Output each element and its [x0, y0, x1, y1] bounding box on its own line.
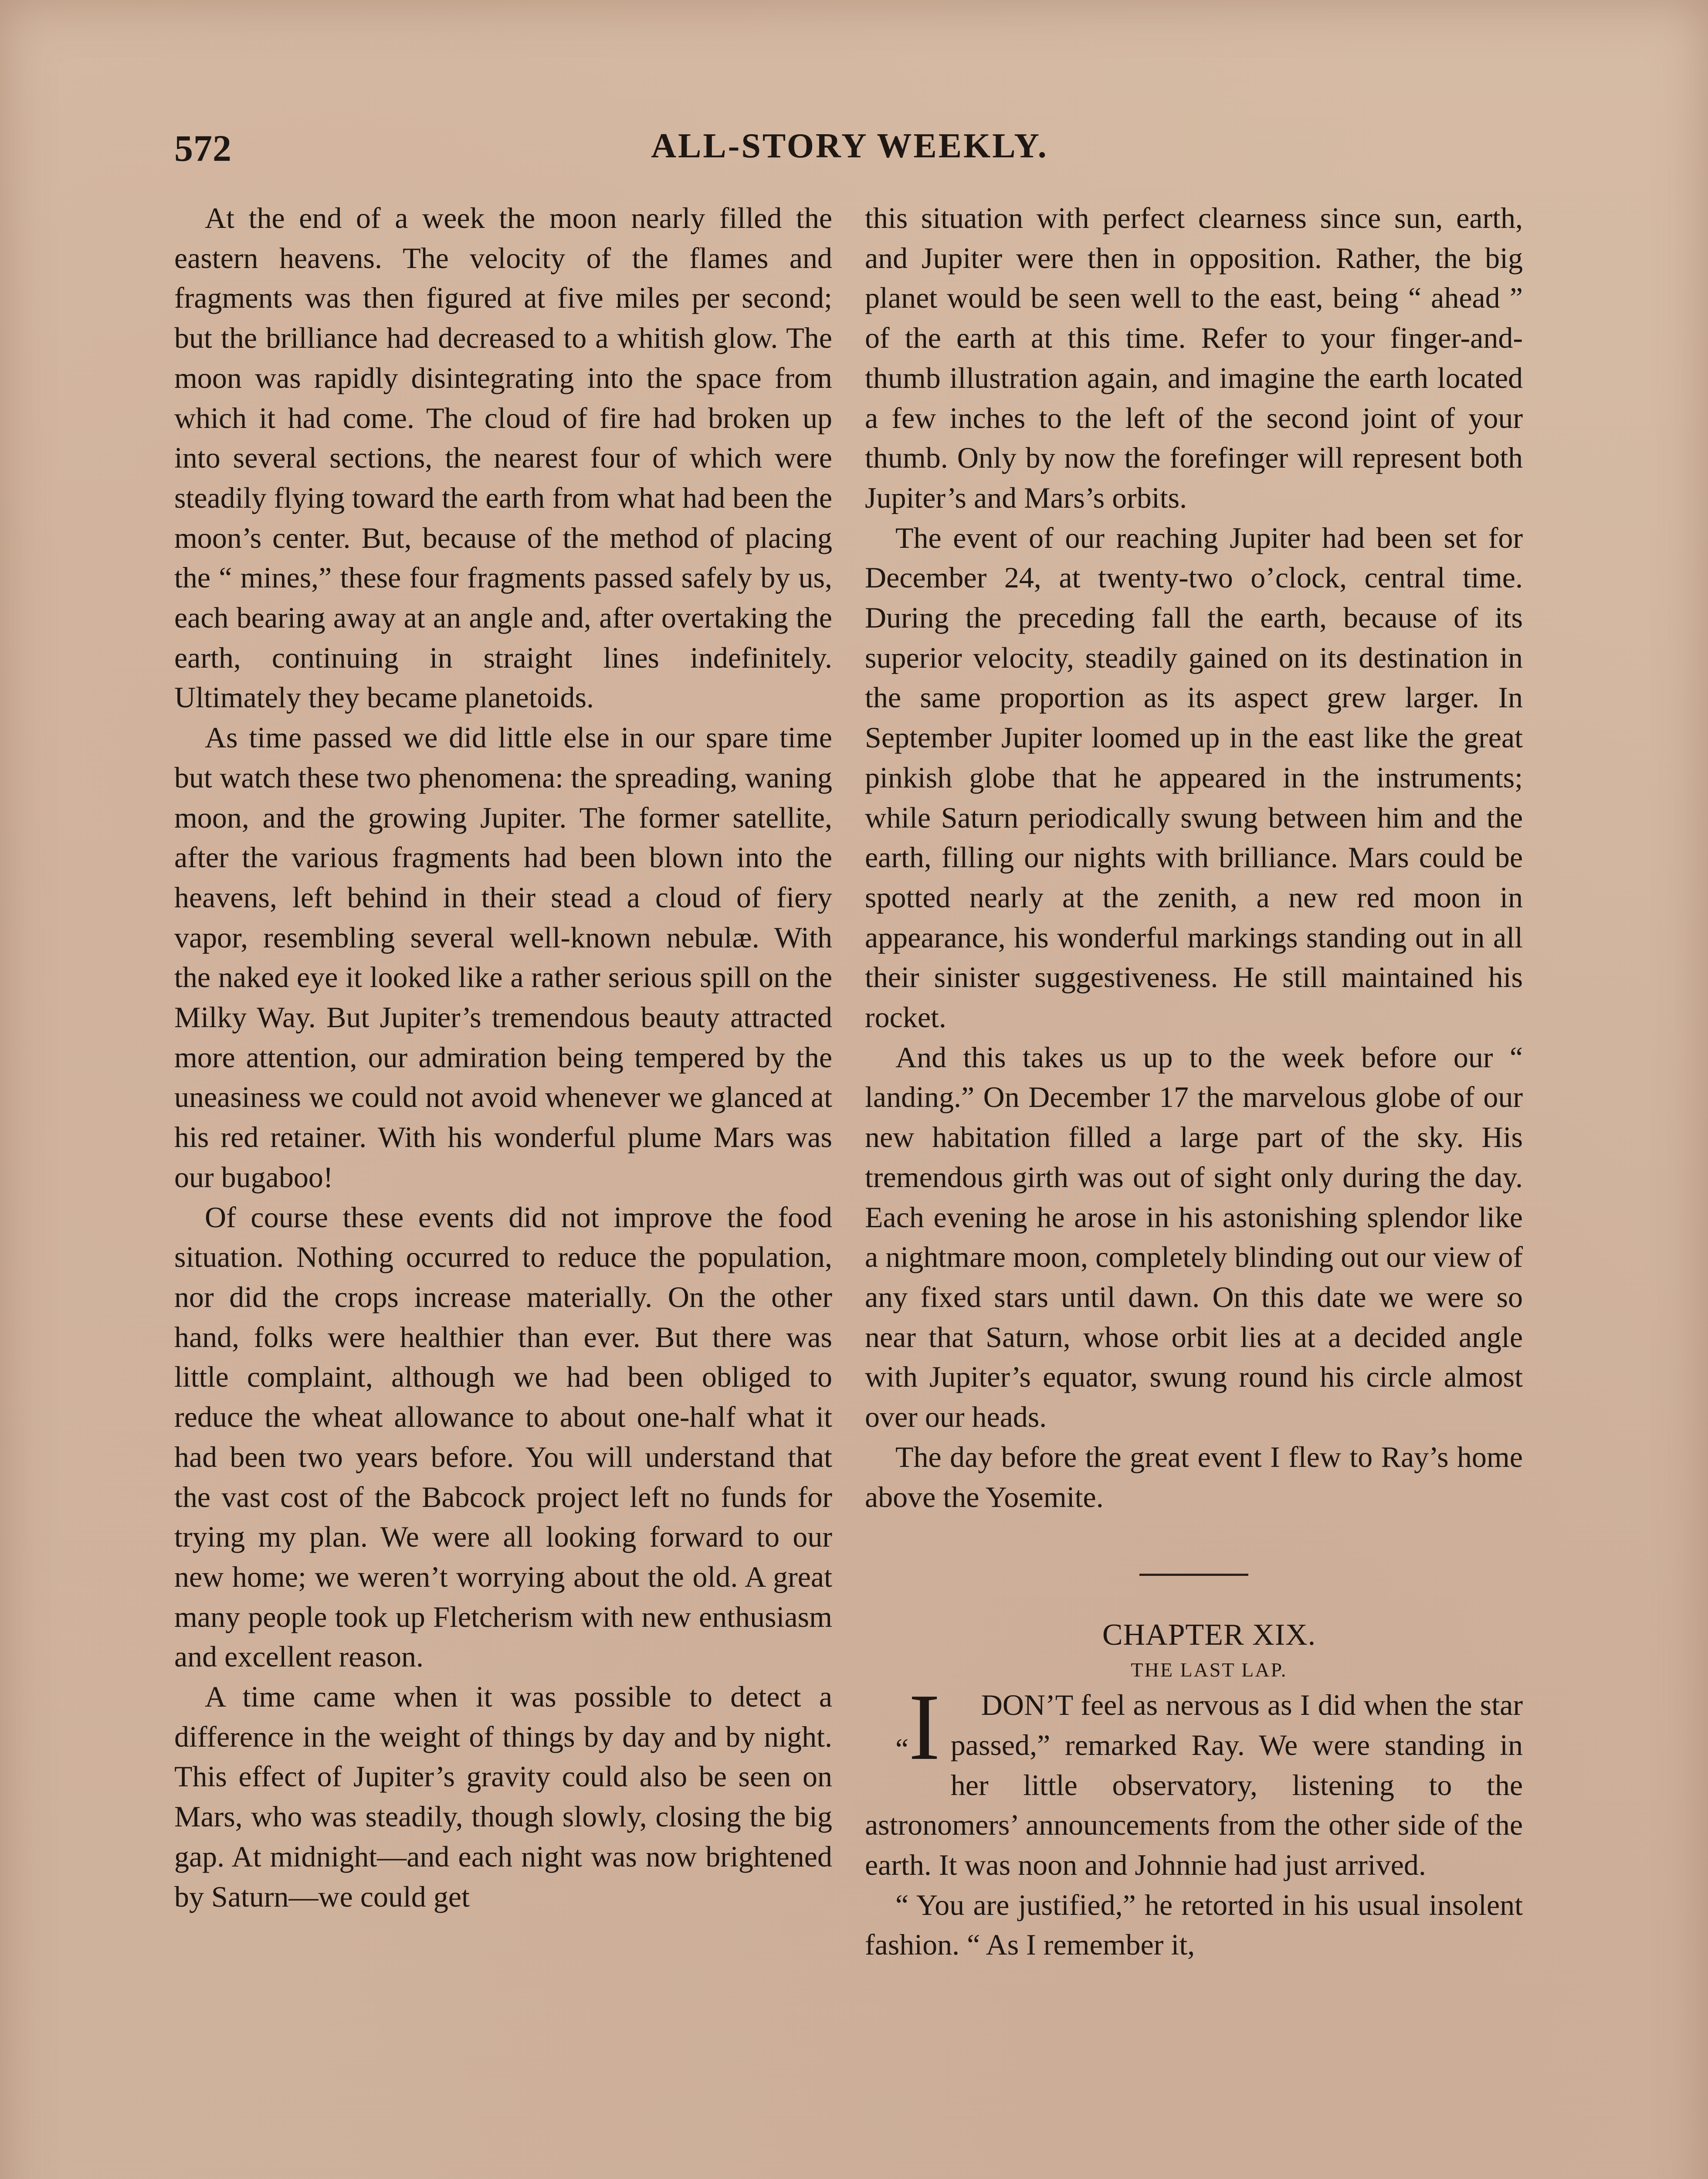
drop-cap-quote: “: [895, 1732, 909, 1766]
paragraph: The event of our reaching Jupiter had been set for December 24, at twenty-two o’clock, central time. During the preceding fall the earth, because of its superior velocity, steadily gained on its destination in the same proportion as its aspect grew larger. In September Jupiter loomed up in the east like the great pinkish globe that he appeared in the instruments; while Saturn periodically swung between him and the earth, filling our nights with brilliance. Mars could be spotted nearly at the zenith, a new red moon in appearance, his wonderful markings standing out in all their sinister suggestiveness. He still maintained his rocket.: [865, 521, 1523, 1034]
paragraph: Of course these events did not improve the food situation. Nothing occurred to reduce the population, nor did the crops increase materially. On the other hand, folks were healthier than ever. But there was little complaint, although we had been obliged to reduce the wheat allowance to about one-half what it had been two years before. You will understand that the vast cost of the Babcock project left no funds for trying my plan. We were all looking forward to our new home; we weren’t worrying about the old. A great many people took up Fletcherism with new enthusiasm and excellent reason.: [174, 1200, 832, 1673]
chapter-heading: CHAPTER XIX.: [1102, 1618, 1316, 1652]
continued-paragraph: this situation with perfect clearness since sun, earth, and Jupiter were then in opposition. Rather, the big planet would be seen well to the east, being “ ahead ” of the earth at this time. Refer to your finger-and-thumb illustration again, and imagine the earth located a few inches to the left of the second joint of your thumb. Only by now the forefinger will represent both Jupiter’s and Mars’s orbits.: [865, 201, 1523, 514]
paragraph: The day before the great event I flew to Ray’s home above the Yosemite.: [865, 1440, 1523, 1514]
page-header: [174, 126, 1525, 174]
left-column: [174, 198, 832, 1917]
drop-cap-letter: I: [908, 1675, 940, 1780]
page-number: 572: [174, 127, 232, 169]
paragraph: “ You are justified,” he retorted in his usual insolent fashion. “ As I remember it,: [865, 1888, 1523, 1962]
chapter-subtitle: THE LAST LAP.: [1131, 1659, 1288, 1681]
chapter-divider-rule: [1139, 1574, 1248, 1576]
chapter-opening-paragraph: [865, 1675, 1523, 1885]
running-title: ALL-STORY WEEKLY.: [651, 127, 1048, 165]
drop-cap: [865, 1675, 940, 1780]
paragraph: At the end of a week the moon nearly filled the eastern heavens. The velocity of the flames and fragments was then figured at five miles per second; but the brilliance had decreased to a whitish glow. The moon was rapidly disintegrating into the space from which it had come. The cloud of fire had broken up into several sections, the nearest four of which were steadily flying toward the earth from what had been the moon’s center. But, because of the method of placing the “ mines,” these four fragments passed safely by us, each bearing away at an angle and, after overtaking the earth, continuing in straight lines indefinitely. Ultimately they became planetoids.: [174, 201, 832, 714]
paragraph: As time passed we did little else in our spare time but watch these two phenomena: the spreading, waning moon, and the growing Jupiter. The former satellite, after the various fragments had been blown into the heavens, left behind in their stead a cloud of fiery vapor, resembling several well-known nebulæ. With the naked eye it looked like a rather serious spill on the Milky Way. But Jupiter’s tremendous beauty attracted more attention, our admiration being tempered by the uneasiness we could not avoid whenever we glanced at his red retainer. With his wonderful plume Mars was our bugaboo!: [174, 721, 832, 1194]
right-column: [865, 198, 1523, 1965]
chapter-opening-text: DON’T feel as nervous as I did when the star passed,” remarked Ray. We were standing in her little observatory, listening to the astronomers’ announcements from the other side of the earth. It was noon and Johnnie had just arrived.: [865, 1688, 1523, 1882]
paragraph: A time came when it was possible to detect a difference in the weight of things by day and by night. This effect of Jupiter’s gravity could also be seen on Mars, who was steadily, though slowly, closing the big gap. At midnight—and each night was now brightened by Saturn—we could get: [174, 1680, 832, 1913]
paragraph: And this takes us up to the week before our “ landing.” On December 17 the marvelous globe of our new habitation filled a large part of the sky. His tremendous girth was out of sight only during the day. Each evening he arose in his astonishing splendor like a nightmare moon, completely blinding out our view of any fixed stars until dawn. On this date we were so near that Saturn, whose orbit lies at a decided angle with Jupiter’s equator, swung round his circle almost over our heads.: [865, 1040, 1523, 1434]
